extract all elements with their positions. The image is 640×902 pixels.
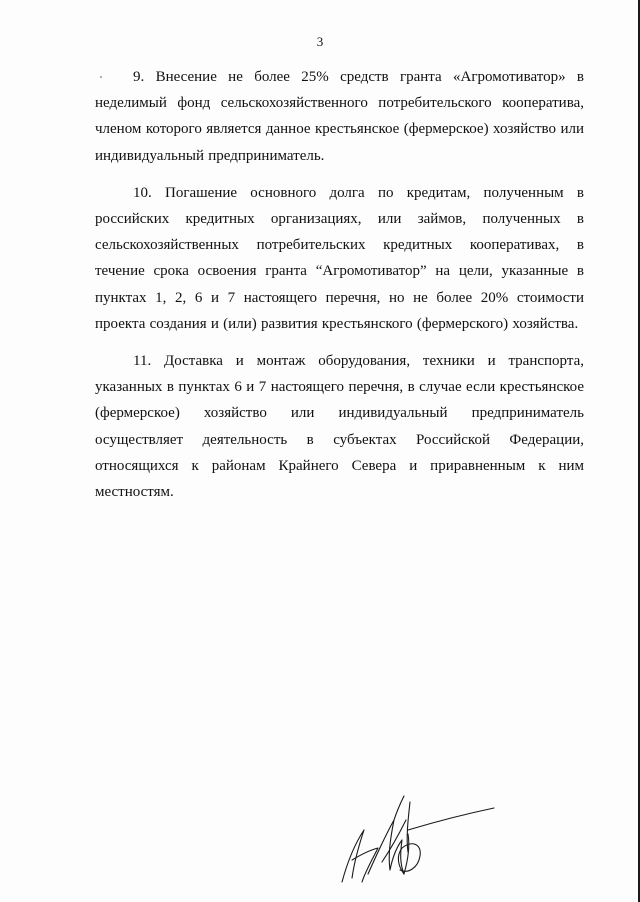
paragraph-9: 9. Внесение не более 25% средств гранта «Агромотиватор» в неделимый фонд сельскохозяйственного потребительского кооператива, членом которого является данное крестьянское (фермерское) хозяйство или индивидуальный предприниматель. [95,69,584,164]
document-body [95,64,584,516]
paragraph-11: 11. Доставка и монтаж оборудования, техники и транспорта, указанных в пунктах 6 и 7 настоящего перечня, в случае если крестьянское (фермерское) хозяйство или индивидуальный предприниматель осуществляет деятельность в субъектах Российской Федерации, относящихся к районам Крайнего Севера и приравненным к ним местностям. [95,353,584,501]
handwritten-signature [338,790,498,890]
paragraph-10: 10. Погашение основного долга по кредитам, полученным в российских кредитных организациях, или займов, полученных в сельскохозяйственных потребительских кредитных кооперативах, в течение срока освоения гранта “Агромотиватор” на цели, указанные в пунктах 1, 2, 6 и 7 настоящего перечня, но не более 20% стоимости проекта создания и (или) развития крестьянского (фермерского) хозяйства. [95,184,584,332]
page-number: 3 [316,34,324,49]
